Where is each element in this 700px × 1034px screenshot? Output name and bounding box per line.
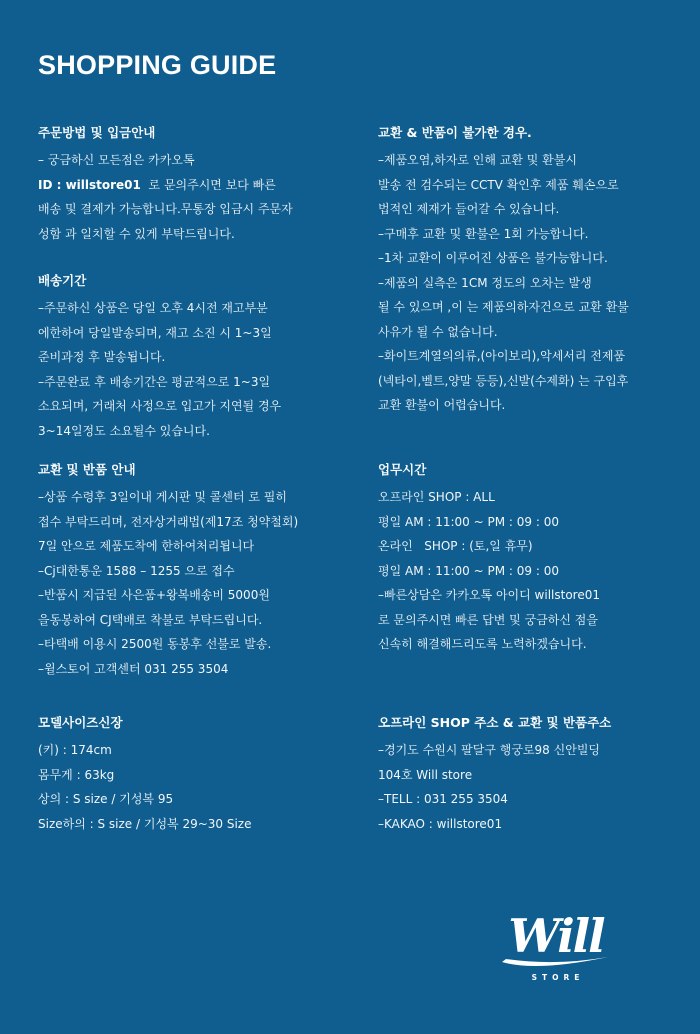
text-line: Size하의 : S size / 기성복 29~30 Size: [38, 816, 252, 831]
page-title: SHOPPING GUIDE: [38, 50, 277, 80]
text-line: –주문완료 후 배송기간은 평균적으로 1~3일: [38, 374, 271, 389]
text-line: (키) : 174cm: [38, 743, 112, 757]
text-line: –1차 교환이 이루어진 상품은 불가능합니다.: [378, 251, 608, 265]
business-hours-section: [378, 461, 696, 657]
delivery-period-section: [38, 272, 356, 443]
text-line: –Cj대한통운 1588 – 1255 으로 접수: [38, 563, 235, 578]
section-heading: 업무시간: [378, 462, 427, 477]
text-line: –경기도 수원시 팔달구 행궁로98 신안빌딩: [378, 743, 601, 757]
section-heading: 교환 및 반품 안내: [38, 462, 136, 477]
text-line: –윌스토어 고객센터 031 255 3504: [38, 661, 229, 676]
text-line: 상의 : S size / 기성복 95: [38, 792, 174, 806]
text-line: 사유가 될 수 없습니다.: [378, 324, 498, 339]
text-line: –주문하신 상품은 당일 오후 4시전 재고부분: [38, 301, 268, 315]
text-line: –TELL : 031 255 3504: [378, 792, 508, 806]
text-line: 3~14일정도 소요될수 있습니다.: [38, 423, 210, 438]
text-line: 로 문의주시면 빠른 답변 및 궁금하신 점을: [378, 612, 598, 627]
text-line: 신속히 해결해드리도록 노력하겠습니다.: [378, 637, 587, 651]
text-line: 평일 AM : 11:00 ~ PM : 09 : 00: [378, 514, 559, 529]
section-heading: 모델사이즈신장: [38, 715, 123, 730]
text-line: 배송 및 결제가 가능합니다.무통장 입금시 주문자: [38, 202, 293, 216]
text-line: –반품시 지급된 사은품+왕복배송비 5000원: [38, 588, 270, 602]
text-line: 발송 전 검수되는 CCTV 확인후 제품 훼손으로: [378, 177, 619, 192]
text-line: 성함 과 일치할 수 있게 부탁드립니다.: [38, 226, 235, 241]
exchange-return-section: [38, 461, 356, 681]
text-line: 될 수 있으며 ,이 는 제품의하자건으로 교환 환불: [378, 300, 629, 314]
text-line: 법적인 제재가 들어갈 수 있습니다.: [378, 202, 560, 216]
text-line: 온라인 SHOP : (토,일 휴무): [378, 539, 533, 553]
text-line: [38, 173, 356, 198]
text-line: 에한하여 당일발송되며, 재고 소진 시 1~3일: [38, 325, 272, 340]
text-line: (넥타이,벨트,양말 등등),신발(수제화) 는 구입후: [378, 373, 629, 388]
text-line: –구매후 교환 및 환불은 1회 가능합니다.: [378, 226, 589, 241]
text-line: – 궁금하신 모든점은 카카오톡: [38, 153, 195, 167]
text-line: 몸무게 : 63kg: [38, 767, 115, 782]
text-line: –KAKAO : willstore01: [378, 816, 503, 831]
text-line: –제품의 실측은 1CM 정도의 오차는 발생: [378, 275, 592, 290]
text-line: –빠른상담은 카카오톡 아이디 willstore01: [378, 588, 600, 602]
model-size-section: [38, 714, 356, 836]
text-line: 7일 안으로 제품도착에 한하여처리됩니다: [38, 539, 255, 553]
logo-wordmark: Will: [508, 909, 604, 963]
text-line: –제품오염,하자로 인해 교환 및 환불시: [378, 153, 577, 167]
text-line: 로 문의주시면 보다 빠른: [148, 177, 276, 192]
logo-subtext: STORE: [531, 973, 585, 982]
text-line: 소요되며, 거래처 사정으로 입고가 지연될 경우: [38, 399, 282, 413]
text-line: –상품 수령후 3일이내 게시판 및 콜센터 로 필히: [38, 490, 287, 504]
text-line: –타택배 이용시 2500원 동봉후 선불로 발송.: [38, 637, 272, 651]
text-line: 준비과정 후 발송됩니다.: [38, 350, 166, 364]
text-line: 오프라인 SHOP : ALL: [378, 490, 495, 504]
text-line: 접수 부탁드리며, 전자상거래법(제17조 청약철회): [38, 514, 299, 529]
text-line: –화이트계열의의류,(아이보리),악세서리 전제품: [378, 349, 626, 363]
non-returnable-section: [378, 124, 696, 418]
section-heading: 배송기간: [38, 273, 87, 288]
kakao-id-label: ID : willstore01: [38, 177, 141, 192]
text-line: 교환 환불이 어렵습니다.: [378, 398, 506, 412]
text-line: 평일 AM : 11:00 ~ PM : 09 : 00: [378, 563, 559, 578]
order-payment-section: [38, 124, 356, 246]
section-heading: 교환 & 반품이 불가한 경우.: [378, 125, 532, 140]
section-heading: 주문방법 및 입금안내: [38, 125, 156, 140]
text-line: 104호 Will store: [378, 767, 473, 782]
will-store-logo: [496, 902, 616, 992]
text-line: 을동봉하여 CJ택배로 착불로 부탁드립니다.: [38, 612, 263, 627]
section-heading: 오프라인 SHOP 주소 & 교환 및 반품주소: [378, 715, 612, 730]
shop-address-section: [378, 714, 696, 836]
